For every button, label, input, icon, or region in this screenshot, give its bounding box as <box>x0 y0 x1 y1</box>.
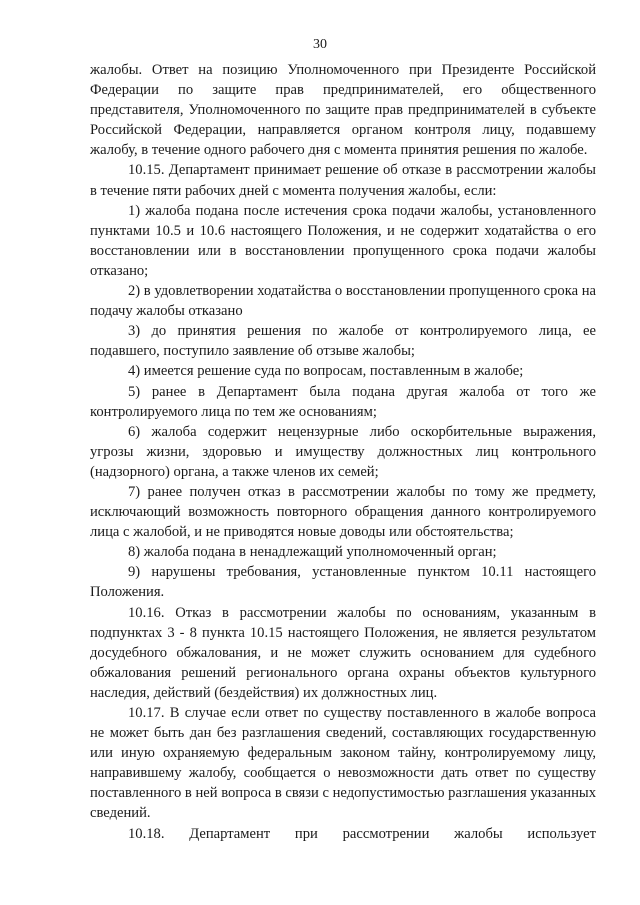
list-item-4: 4) имеется решение суда по вопросам, поставленным в жалобе; <box>128 363 524 380</box>
list-item-7: 7) ранее получен отказ в рассмотрении жалобы по тому же предмету, исключающий возможность повторного обращения данного контролируемого лица с жалобой, и не приводятся новые доводы или обстоятельства; <box>90 483 596 541</box>
paragraph-continuation: жалобы. Ответ на позицию Уполномоченного при Президенте Российской Федерации по защите прав предпринимателей, его общественного представителя, Уполномоченного по защите прав предпринимателей в субъекте Российской Федерации, направляется органом контроля лицу, подавшему жалобу, в течение одного рабочего дня с момента принятия решения по жалобе. <box>90 62 596 159</box>
list-item-6: 6) жалоба содержит нецензурные либо оскорбительные выражения, угрозы жизни, здоровью и имуществу должностных лиц контрольного (надзорного) органа, а также членов их семей; <box>90 423 596 480</box>
list-item-8: 8) жалоба подана в ненадлежащий уполномоченный орган; <box>128 544 497 561</box>
list-item-5: 5) ранее в Департамент была подана другая жалоба от того же контролируемого лица по тем же основаниям; <box>90 383 596 420</box>
list-item-3: 3) до принятия решения по жалобе от контролируемого лица, ее подавшего, поступило заявление об отзыве жалобы; <box>90 323 596 360</box>
paragraph-10-18: 10.18. Департамент при рассмотрении жалобы использует <box>128 825 596 842</box>
paragraph-10-17: 10.17. В случае если ответ по существу поставленного в жалобе вопроса не может быть дан без разглашения сведений, составляющих государственную или иную охраняемую федеральным законом тайну, контролируемому лицу, направившему жалобу, сообщается о невозможности дать ответ по существу поставленного в ней вопроса в связи с недопустимостью разглашения указанных сведений. <box>90 705 597 822</box>
list-item-9: 9) нарушены требования, установленные пунктом 10.11 настоящего Положения. <box>90 564 596 601</box>
document-body <box>90 60 596 844</box>
list-item-2: 2) в удовлетворении ходатайства о восстановлении пропущенного срока на подачу жалобы отказано <box>90 283 596 320</box>
page-number: 30 <box>313 37 327 52</box>
paragraph-10-16: 10.16. Отказ в рассмотрении жалобы по основаниям, указанным в подпунктах 3 - 8 пункта 10.15 настоящего Положения, не является результатом досудебного обжалования, и не может служить основанием для судебного обжалования решений регионального органа охраны объектов культурного наследия, действий (бездействия) их должностных лиц. <box>90 604 596 701</box>
list-item-1: 1) жалоба подана после истечения срока подачи жалобы, установленного пунктами 10.5 и 10.6 настоящего Положения, и не содержит ходатайства о его восстановлении или в восстановлении пропущенного срока подачи жалобы отказано; <box>90 202 596 279</box>
paragraph-10-15: 10.15. Департамент принимает решение об отказе в рассмотрении жалобы в течение пяти рабочих дней с момента получения жалобы, если: <box>90 162 596 199</box>
